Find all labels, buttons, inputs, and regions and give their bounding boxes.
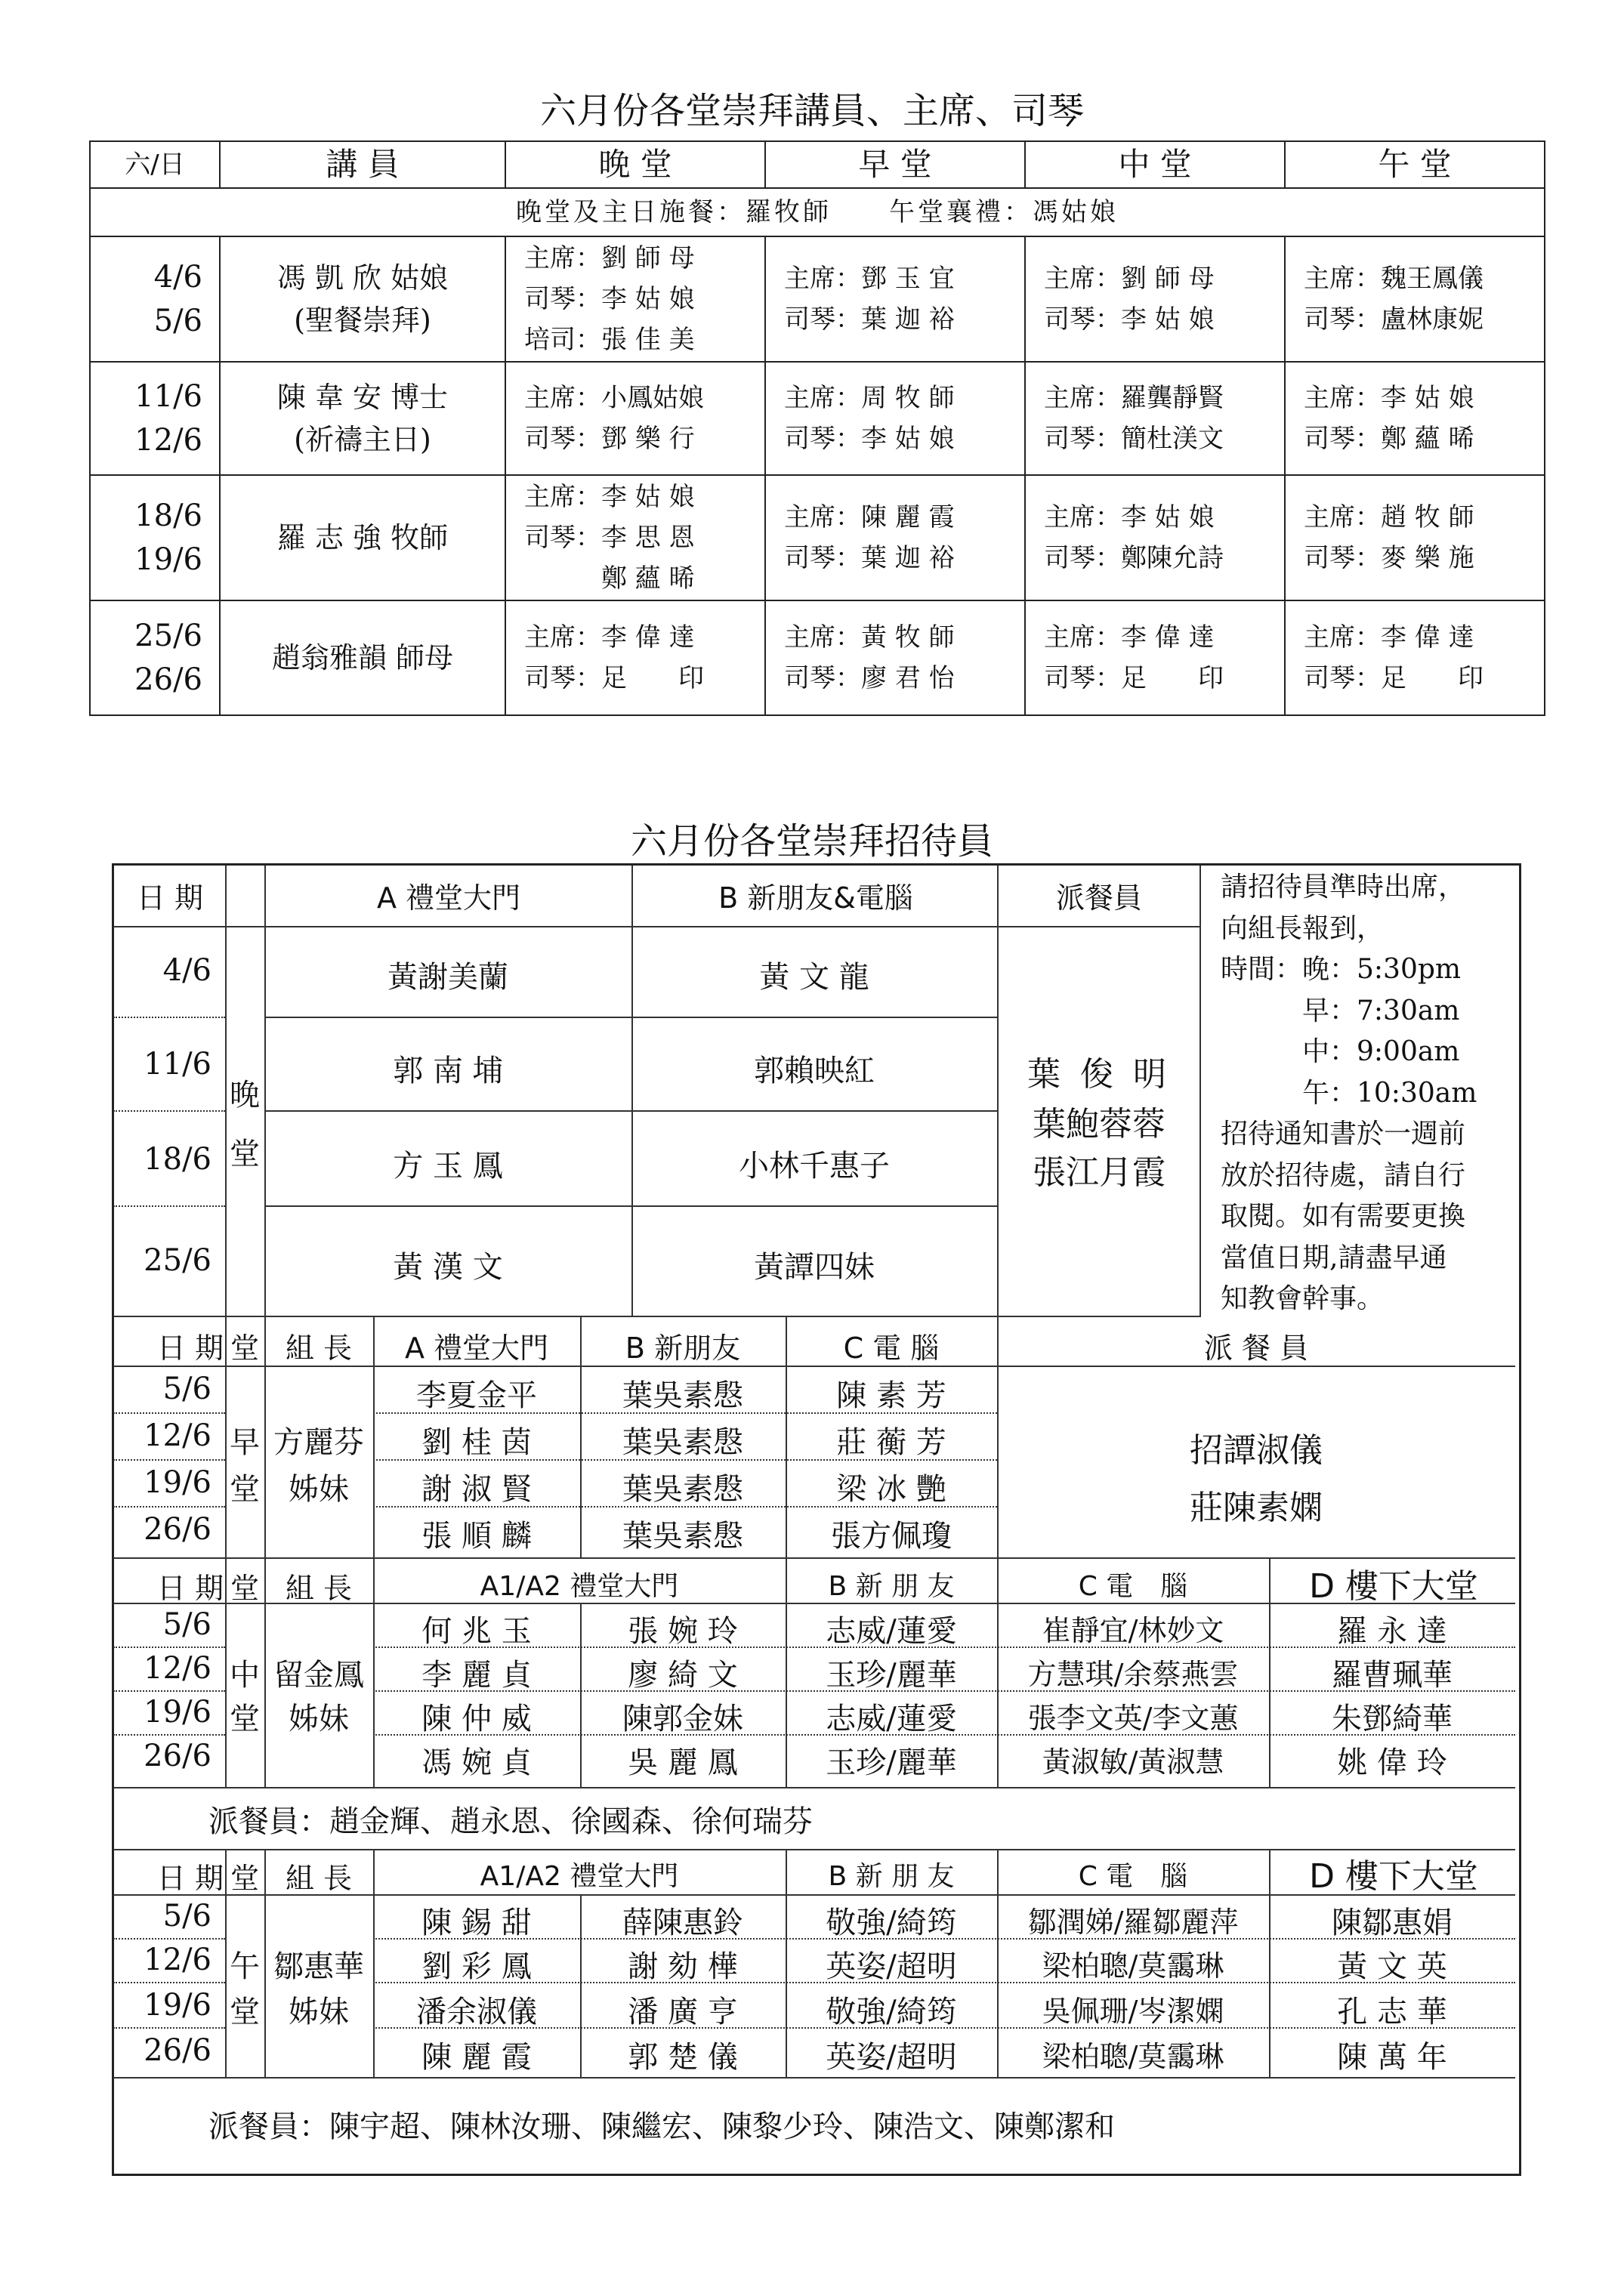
evening-row-date: 25/6 (144, 1243, 211, 1278)
speaker-cell (220, 236, 505, 362)
divider (113, 2027, 225, 2029)
early-cell (765, 362, 1025, 475)
evening-row-newfriend: 小林千惠子 (739, 1149, 890, 1184)
evening-cell (505, 600, 765, 715)
speaker-note: (聖餐崇拜) (294, 304, 431, 337)
noon-row-door2: 潘 廣 亨 (628, 1995, 738, 2029)
middle-row-door2: 廖 綺 文 (628, 1658, 738, 1693)
notice-line: 時間：晚：5:30pm (1221, 954, 1462, 985)
early-cell (765, 600, 1025, 715)
early-row-newfriend: 葉吳素慇 (622, 1519, 743, 1554)
noon-row-door1: 陳 錫 甜 (421, 1906, 532, 1940)
noon-row-newfriend: 英姿/超明 (826, 2040, 957, 2075)
chair: 主席：小鳳姑娘 (524, 383, 704, 413)
chair: 主席：劉 師 母 (524, 243, 695, 273)
divider (113, 1316, 1201, 1317)
noon-servers: 派餐員：陳宇超、陳林汝珊、陳繼宏、陳黎少玲、陳浩文、陳鄭潔和 (208, 2109, 1115, 2144)
middle-row-newfriend: 志威/蓮愛 (826, 1614, 957, 1649)
early-header-servers: 派 餐 員 (1203, 1332, 1309, 1365)
noon-row-date: 19/6 (144, 1988, 211, 2023)
chair: 主席：李 姑 娘 (524, 482, 695, 512)
middle-row-newfriend: 玉珍/麗華 (826, 1658, 957, 1693)
pianist: 司琴：足 印 (1304, 663, 1484, 693)
evening-header-door: A 禮堂大門 (376, 881, 521, 915)
chair: 主席：周 牧 師 (784, 383, 955, 413)
middle-row-door1: 李 麗 貞 (421, 1658, 532, 1693)
evening-row-newfriend: 黃譚四妹 (754, 1250, 875, 1285)
early-row-newfriend: 葉吳素慇 (622, 1472, 743, 1507)
speaker-name: 馮 凱 欣 姑娘 (276, 261, 449, 295)
speakers-note: 晚堂及主日施餐：羅牧師 午堂襄禮：馮姑娘 (90, 188, 1545, 236)
middle-cell (1025, 600, 1285, 715)
middle-header-door: A1/A2 禮堂大門 (480, 1571, 679, 1602)
date: 26/6 (134, 662, 202, 697)
date: 25/6 (134, 619, 202, 653)
pianist: 司琴：簡杜渼文 (1044, 424, 1224, 454)
date: 4/6 (153, 260, 202, 295)
usher-notice (1221, 867, 1512, 1320)
early-header-hall: 堂 (230, 1332, 259, 1365)
evening-row-date: 18/6 (144, 1142, 211, 1177)
noon-row-door2: 謝 劾 樺 (628, 1949, 738, 1984)
middle-row-door1: 馮 婉 貞 (421, 1745, 532, 1780)
noon-header-leader: 組 長 (285, 1862, 353, 1895)
noon-header-newfriend: B 新 朋 友 (828, 1861, 955, 1892)
table-row (90, 362, 1545, 475)
chair: 主席：黃 牧 師 (784, 622, 955, 653)
noon-row-computer: 梁柏聰/莫靄琳 (1042, 2040, 1224, 2073)
evening-cell (505, 236, 765, 362)
chair: 主席：魏王鳳儀 (1304, 264, 1484, 294)
early-row-date: 12/6 (144, 1418, 211, 1453)
middle-row-date: 5/6 (162, 1607, 211, 1642)
evening-row-door: 黃 漢 文 (393, 1250, 503, 1285)
middle-header-date: 日 期 (156, 1572, 224, 1605)
noon-row-date: 5/6 (162, 1899, 211, 1933)
evening-row-door: 方 玉 鳳 (393, 1149, 503, 1184)
middle-row-lobby: 姚 偉 玲 (1337, 1745, 1447, 1780)
early-row-computer: 陳 素 芳 (836, 1378, 946, 1413)
evening-row-newfriend: 黃 文 龍 (759, 960, 869, 995)
middle-header-newfriend: B 新 朋 友 (828, 1571, 955, 1602)
noon-cell (1285, 475, 1545, 600)
evening-row-date: 11/6 (144, 1047, 211, 1082)
ushers-title: 六月份各堂崇拜招待員 (630, 820, 993, 863)
pianist: 司琴：足 印 (524, 663, 704, 693)
notice-line: 知教會幹事。 (1221, 1283, 1385, 1314)
chair: 主席：羅龔靜賢 (1044, 383, 1224, 413)
early-row-date: 19/6 (144, 1465, 211, 1500)
early-hall-label: 早 (230, 1425, 260, 1460)
divider (264, 1205, 997, 1207)
pianist: 司琴：廖 君 怡 (784, 663, 955, 693)
speaker-name: 陳 韋 安 博士 (276, 381, 449, 414)
middle-row-computer: 方慧琪/余蔡燕雲 (1027, 1658, 1239, 1691)
col-header-early: 早 堂 (765, 141, 1025, 188)
early-cell (765, 236, 1025, 362)
divider (264, 1017, 997, 1018)
early-header-door: A 禮堂大門 (404, 1332, 549, 1365)
pianist: 司琴：鄭 蘊 晞 (1304, 424, 1474, 454)
noon-cell (1285, 600, 1545, 715)
notice-line: 午：10:30am (1221, 1077, 1477, 1109)
early-row-date: 26/6 (144, 1512, 211, 1547)
noon-row-door1: 劉 彩 鳳 (421, 1949, 532, 1984)
date: 11/6 (134, 379, 202, 414)
noon-row-date: 26/6 (144, 2033, 211, 2068)
speaker-cell (220, 475, 505, 600)
divider (113, 926, 1201, 927)
speaker-cell (220, 600, 505, 715)
divider (264, 1110, 997, 1112)
middle-row-door2: 陳郭金妹 (622, 1702, 743, 1736)
noon-cell (1285, 362, 1545, 475)
pianist: 司琴：鄭陳允詩 (1044, 543, 1224, 573)
col-header-middle: 中 堂 (1025, 141, 1285, 188)
evening-row-newfriend: 郭賴映紅 (754, 1054, 875, 1088)
divider (1199, 866, 1201, 1317)
assistant: 培司：張 佳 美 (524, 325, 695, 355)
divider (113, 1205, 225, 1207)
middle-row-computer: 黃淑敏/黃淑慧 (1042, 1745, 1224, 1779)
middle-hall-label: 堂 (230, 1702, 260, 1736)
middle-header-computer: C 電 腦 (1078, 1571, 1188, 1602)
col-header-date: 六/日 (90, 141, 220, 188)
pianist: 司琴：李 姑 娘 (1044, 304, 1215, 335)
date-cell (90, 475, 220, 600)
divider (113, 1412, 225, 1414)
chair: 主席：李 姑 娘 (1304, 383, 1474, 413)
speaker-cell (220, 362, 505, 475)
noon-row-door1: 潘余淑儀 (416, 1995, 537, 2029)
middle-servers: 派餐員：趙金輝、趙永恩、徐國森、徐何瑞芬 (208, 1804, 813, 1839)
early-row-newfriend: 葉吳素慇 (622, 1425, 743, 1460)
early-row-computer: 張方佩瓊 (831, 1519, 952, 1554)
noon-header-door: A1/A2 禮堂大門 (480, 1861, 679, 1892)
noon-row-computer: 梁柏聰/莫靄琳 (1042, 1949, 1224, 1983)
chair: 主席：李 姑 娘 (1044, 502, 1215, 532)
date: 5/6 (153, 304, 202, 338)
noon-header-hall: 堂 (230, 1862, 259, 1895)
middle-header-leader: 組 長 (285, 1572, 353, 1605)
middle-row-newfriend: 玉珍/麗華 (826, 1745, 957, 1780)
divider (113, 1982, 225, 1983)
middle-row-computer: 張李文英/李文蕙 (1027, 1702, 1239, 1735)
noon-hall-label: 堂 (230, 1995, 260, 2029)
middle-hall-label: 中 (230, 1658, 260, 1693)
notice-line: 請招待員準時出席， (1221, 872, 1466, 903)
early-row-door: 謝 淑 賢 (421, 1472, 532, 1507)
pianist: 司琴：盧林康妮 (1304, 304, 1484, 335)
speakers-note-row (90, 188, 1545, 236)
pianist: 司琴：葉 迦 裕 (784, 304, 955, 335)
col-header-evening: 晚 堂 (505, 141, 765, 188)
date: 12/6 (134, 423, 202, 458)
table-row (90, 236, 1545, 362)
middle-row-door1: 何 兆 玉 (421, 1614, 532, 1649)
chair: 主席：李 偉 達 (524, 622, 695, 653)
middle-row-lobby: 朱鄧綺華 (1332, 1702, 1453, 1736)
chair: 主席：李 偉 達 (1304, 622, 1474, 653)
middle-row-date: 26/6 (144, 1739, 211, 1773)
early-cell (765, 475, 1025, 600)
evening-hall-label: 堂 (230, 1137, 260, 1171)
evening-row-door: 黃謝美蘭 (387, 960, 508, 995)
noon-row-door1: 陳 麗 霞 (421, 2040, 532, 2075)
pianist: 司琴：足 印 (1044, 663, 1224, 693)
early-row-computer: 梁 冰 艷 (836, 1472, 946, 1507)
pianist-2: 鄭 蘊 晞 (524, 563, 695, 594)
notice-line: 取閱。如有需要更換 (1221, 1201, 1466, 1232)
pianist: 司琴：李 姑 娘 (524, 284, 695, 314)
noon-row-computer: 吳佩珊/岑潔嫻 (1042, 1995, 1224, 2028)
evening-row-door: 郭 南 埔 (393, 1054, 503, 1088)
noon-row-newfriend: 敬強/綺筠 (826, 1995, 957, 2029)
divider (113, 1459, 225, 1461)
middle-leader: 姊妹 (289, 1702, 349, 1736)
middle-cell (1025, 362, 1285, 475)
date-cell (90, 600, 220, 715)
pianist: 司琴：李 思 恩 (524, 523, 695, 553)
middle-leader: 留金鳳 (273, 1658, 364, 1693)
evening-server: 葉 俊 明 (1027, 1055, 1171, 1094)
divider (113, 1787, 1515, 1788)
early-server: 招譚淑儀 (1190, 1431, 1323, 1470)
middle-row-lobby: 羅曹珮華 (1332, 1658, 1453, 1693)
middle-row-door1: 陳 仲 威 (421, 1702, 532, 1736)
divider (113, 2077, 1515, 2079)
early-header-date: 日 期 (156, 1332, 224, 1365)
speaker-name: 羅 志 強 牧師 (276, 521, 449, 554)
divider (113, 1734, 225, 1736)
noon-header-lobby: D 樓下大堂 (1309, 1857, 1478, 1896)
notice-line: 放於招待處，請自行 (1221, 1159, 1466, 1191)
middle-cell (1025, 475, 1285, 600)
noon-row-lobby: 陳鄒惠娟 (1332, 1906, 1453, 1940)
divider (113, 1938, 225, 1940)
divider (113, 1506, 225, 1508)
early-row-door: 張 順 麟 (421, 1519, 532, 1554)
date-cell (90, 362, 220, 475)
noon-row-newfriend: 敬強/綺筠 (826, 1906, 957, 1940)
date: 19/6 (134, 542, 202, 577)
noon-row-date: 12/6 (144, 1943, 211, 1977)
speakers-title: 六月份各堂崇拜講員、主席、司琴 (539, 90, 1084, 132)
divider (113, 1690, 225, 1692)
noon-leader: 鄒惠華 (273, 1949, 364, 1984)
noon-leader: 姊妹 (289, 1995, 349, 2029)
early-hall-label: 堂 (230, 1472, 260, 1507)
early-server: 莊陳素嫻 (1190, 1489, 1323, 1527)
noon-header-computer: C 電 腦 (1078, 1861, 1188, 1892)
speakers-table (89, 140, 1545, 716)
table-row (90, 600, 1545, 715)
middle-row-date: 12/6 (144, 1651, 211, 1686)
notice-line: 招待通知書於一週前 (1221, 1119, 1466, 1150)
noon-row-computer: 鄒潤娣/羅鄒麗萍 (1027, 1906, 1239, 1939)
early-header-newfriend: B 新朋友 (625, 1332, 741, 1365)
early-row-computer: 莊 蘅 芳 (836, 1425, 946, 1460)
table-row (90, 475, 1545, 600)
chair: 主席：劉 師 母 (1044, 264, 1215, 294)
early-row-date: 5/6 (162, 1372, 211, 1406)
early-header-computer: C 電 腦 (843, 1332, 940, 1365)
noon-header-date: 日 期 (156, 1862, 224, 1895)
middle-header-hall: 堂 (230, 1572, 259, 1605)
divider (113, 1017, 225, 1018)
col-header-noon: 午 堂 (1285, 141, 1545, 188)
chair: 主席：鄧 玉 宜 (784, 264, 955, 294)
noon-row-newfriend: 英姿/超明 (826, 1949, 957, 1984)
middle-row-date: 19/6 (144, 1695, 211, 1730)
early-row-newfriend: 葉吳素慇 (622, 1378, 743, 1413)
notice-line: 早：7:30am (1221, 995, 1460, 1026)
col-header-speaker: 講 員 (220, 141, 505, 188)
pianist: 司琴：麥 樂 施 (1304, 543, 1474, 573)
noon-row-lobby: 孔 志 華 (1337, 1995, 1447, 2029)
evening-header-newfriend: B 新朋友&電腦 (718, 881, 913, 915)
early-leader: 姊妹 (289, 1472, 349, 1507)
evening-server: 張江月霞 (1033, 1153, 1166, 1192)
middle-header-lobby: D 樓下大堂 (1309, 1567, 1478, 1606)
early-header-leader: 組 長 (285, 1332, 353, 1365)
noon-hall-label: 午 (230, 1949, 260, 1984)
middle-row-door2: 吳 麗 鳳 (628, 1745, 738, 1780)
speaker-note: (祈禱主日) (294, 423, 431, 456)
middle-row-lobby: 羅 永 達 (1337, 1614, 1447, 1649)
divider (113, 1110, 225, 1112)
notice-line: 當值日期,請盡早通 (1221, 1242, 1447, 1273)
middle-cell (1025, 236, 1285, 362)
speakers-header-row (90, 141, 1545, 188)
early-row-door: 李夏金平 (416, 1378, 537, 1413)
chair: 主席：陳 麗 霞 (784, 502, 955, 532)
middle-row-door2: 張 婉 玲 (628, 1614, 738, 1649)
evening-row-date: 4/6 (162, 953, 211, 988)
notice-line: 中：9:00am (1221, 1036, 1460, 1067)
noon-row-lobby: 陳 萬 年 (1337, 2040, 1447, 2075)
pianist: 司琴：葉 迦 裕 (784, 543, 955, 573)
early-leader: 方麗芬 (273, 1425, 364, 1460)
middle-row-computer: 崔靜宜/林妙文 (1042, 1614, 1224, 1647)
speaker-name: 趙翁雅韻 師母 (271, 641, 454, 674)
evening-header-date: 日 期 (136, 881, 204, 915)
noon-row-door2: 郭 楚 儀 (628, 2040, 738, 2075)
pianist: 司琴：李 姑 娘 (784, 424, 955, 454)
notice-line: 向組長報到， (1221, 912, 1385, 944)
noon-row-lobby: 黃 文 英 (1337, 1949, 1447, 1984)
evening-cell (505, 362, 765, 475)
chair: 主席：趙 牧 師 (1304, 502, 1474, 532)
evening-hall-label: 晚 (230, 1078, 260, 1113)
date-cell (90, 236, 220, 362)
evening-server: 葉鮑蓉蓉 (1033, 1105, 1166, 1143)
evening-header-servers: 派餐員 (1055, 881, 1142, 915)
early-row-door: 劉 桂 茵 (421, 1425, 532, 1460)
date: 18/6 (134, 498, 202, 533)
divider (113, 1646, 225, 1648)
chair: 主席：李 偉 達 (1044, 622, 1215, 653)
evening-cell (505, 475, 765, 600)
pianist: 司琴：鄧 樂 行 (524, 424, 695, 454)
noon-row-door2: 薛陳惠鈴 (622, 1906, 743, 1940)
noon-cell (1285, 236, 1545, 362)
middle-row-newfriend: 志威/蓮愛 (826, 1702, 957, 1736)
